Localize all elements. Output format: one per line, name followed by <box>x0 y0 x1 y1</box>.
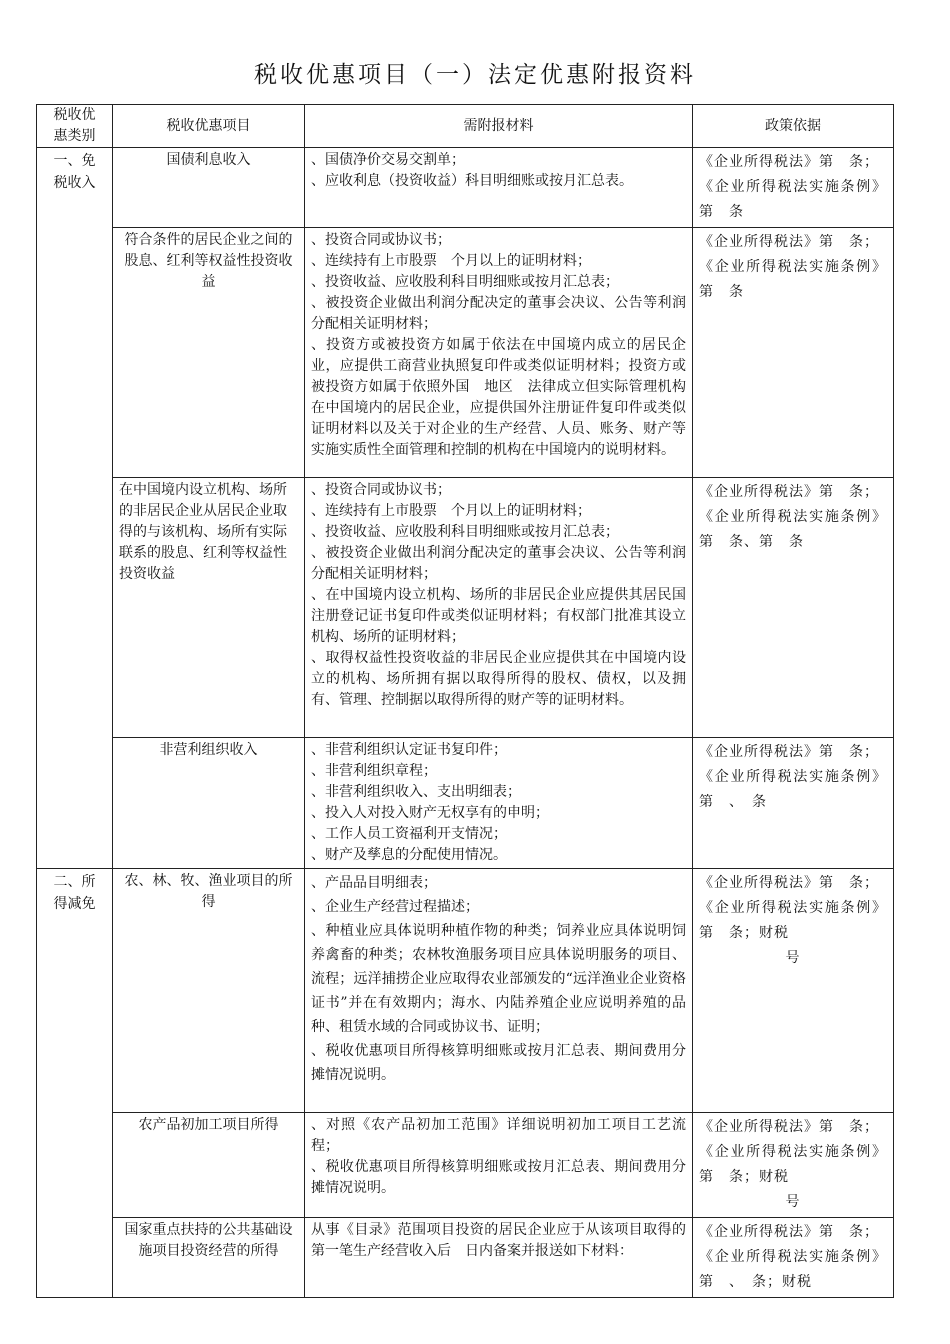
material-line: 、取得权益性投资收益的非居民企业应提供其在中国境内设立的机构、场所拥有据以取得所得的股权、债权，以及拥有、管理、控制据以取得所得的财产等的证明材料。 <box>311 650 686 708</box>
table-header-row <box>37 105 894 148</box>
material-line: 、对照《农产品初加工范围》详细说明初加工项目工艺流程； <box>311 1117 686 1154</box>
material-line: 从事《目录》范围项目投资的居民企业应于从该项目取得的第一笔生产经营收入后 日内备案并报送如下材料： <box>311 1222 686 1259</box>
material-line: 、企业生产经营过程描述； <box>311 899 479 915</box>
basis-line: 《企业所得税法》第 条； <box>699 484 879 500</box>
table-row <box>37 738 894 869</box>
basis-line: 号 <box>785 1194 801 1210</box>
material-line: 、非营利组织章程； <box>311 763 437 779</box>
basis-line: 《企业所得税法实施条例》第 条；财税 <box>699 900 887 941</box>
document-title: 税收优惠项目（一）法定优惠附报资料 <box>254 62 696 88</box>
item-cell: 国债利息收入 <box>113 148 305 228</box>
basis-line: 《企业所得税法》第 条； <box>699 234 879 250</box>
basis-line: 《企业所得税法实施条例》第 条、第 条 <box>699 509 887 550</box>
basis-cell <box>693 869 894 1113</box>
category-cell-income-reduction <box>37 869 113 1298</box>
table-row <box>37 1113 894 1218</box>
item-cell: 农产品初加工项目所得 <box>113 1113 305 1218</box>
basis-line: 《企业所得税法》第 条； <box>699 154 879 170</box>
material-line: 、投资合同或协议书； <box>311 482 451 498</box>
material-line: 、税收优惠项目所得核算明细账或按月汇总表、期间费用分摊情况说明。 <box>311 1043 686 1083</box>
material-line: 、国债净价交易交割单； <box>311 152 465 168</box>
basis-line: 《企业所得税法》第 条； <box>699 744 879 760</box>
basis-line: 《企业所得税法实施条例》第 、 条 <box>699 769 887 810</box>
basis-cell <box>693 1218 894 1298</box>
material-line: 、税收优惠项目所得核算明细账或按月汇总表、期间费用分摊情况说明。 <box>311 1159 686 1196</box>
basis-cell <box>693 1113 894 1218</box>
material-line: 、非营利组织认定证书复印件； <box>311 742 507 758</box>
basis-line: 《企业所得税法实施条例》第 条；财税 <box>699 1144 887 1185</box>
material-line: 、被投资企业做出利润分配决定的董事会决议、公告等利润分配相关证明材料； <box>311 295 686 332</box>
basis-line: 《企业所得税法》第 条； <box>699 1224 879 1240</box>
header-item: 税收优惠项目 <box>113 105 305 148</box>
materials-cell <box>305 478 693 738</box>
basis-line: 《企业所得税法实施条例》第 条 <box>699 179 887 220</box>
item-cell: 国家重点扶持的公共基础设施项目投资经营的所得 <box>113 1218 305 1298</box>
material-line: 、投入人对投入财产无权享有的申明； <box>311 805 549 821</box>
basis-line: 《企业所得税法》第 条； <box>699 875 879 891</box>
material-line: 、应收利息（投资收益）科目明细账或按月汇总表。 <box>311 173 633 189</box>
materials-cell <box>305 1218 693 1298</box>
material-line: 、投资方或被投资方如属于依法在中国境内成立的居民企业，应提供工商营业执照复印件或类似证明材料；投资方或被投资方如属于依照外国 地区 法律成立但实际管理机构在中国境内的居民企业，应提供国外注册证件复印件或类似证明材料以及关于对企业的生产经营、人员、账务、财产等实施实质性全面管理和控制的机构在中国境内的说明材料。 <box>311 337 686 458</box>
basis-cell <box>693 738 894 869</box>
item-cell: 农、林、牧、渔业项目的所得 <box>113 869 305 1113</box>
table-row <box>37 228 894 478</box>
material-line: 、投资合同或协议书； <box>311 232 451 248</box>
basis-line: 《企业所得税法实施条例》第 、 条；财税 <box>699 1249 887 1290</box>
materials-cell <box>305 228 693 478</box>
material-line: 、非营利组织收入、支出明细表； <box>311 784 521 800</box>
basis-line: 《企业所得税法》第 条； <box>699 1119 879 1135</box>
basis-line: 《企业所得税法实施条例》第 条 <box>699 259 887 300</box>
item-cell: 非营利组织收入 <box>113 738 305 869</box>
material-line: 、种植业应具体说明种植作物的种类；饲养业应具体说明饲养禽畜的种类；农林牧渔服务项目应具体说明服务的项目、流程；远洋捕捞企业应取得农业部颁发的“远洋渔业企业资格证书”并在有效期内；海水、内陆养殖企业应说明养殖的品种、租赁水域的合同或协议书、证明； <box>311 923 686 1035</box>
basis-cell <box>693 228 894 478</box>
basis-cell <box>693 148 894 228</box>
basis-cell <box>693 478 894 738</box>
material-line: 、在中国境内设立机构、场所的非居民企业应提供其居民国注册登记证书复印件或类似证明材料；有权部门批准其设立机构、场所的证明材料； <box>311 587 686 645</box>
material-line: 、投资收益、应收股利科目明细账或按月汇总表； <box>311 274 619 290</box>
material-line: 、产品品目明细表； <box>311 875 437 891</box>
item-cell: 在中国境内设立机构、场所的非居民企业从居民企业取得的与该机构、场所有实际联系的股息、红利等权益性投资收益 <box>113 478 305 738</box>
header-category: 税收优 惠类别 <box>37 105 113 148</box>
header-materials: 需附报材料 <box>305 105 693 148</box>
table-row <box>37 478 894 738</box>
material-line: 、连续持有上市股票 个月以上的证明材料； <box>311 503 591 519</box>
material-line: 、投资收益、应收股利科目明细账或按月汇总表； <box>311 524 619 540</box>
table-row <box>37 148 894 228</box>
category-label: 二、所得减免 <box>53 874 96 912</box>
item-cell: 符合条件的居民企业之间的股息、红利等权益性投资收益 <box>113 228 305 478</box>
materials-cell <box>305 148 693 228</box>
materials-cell <box>305 1113 693 1218</box>
material-line: 、财产及孳息的分配使用情况。 <box>311 847 507 863</box>
material-line: 、被投资企业做出利润分配决定的董事会决议、公告等利润分配相关证明材料； <box>311 545 686 582</box>
material-line: 、连续持有上市股票 个月以上的证明材料； <box>311 253 591 269</box>
category-cell-exempt-income <box>37 148 113 869</box>
basis-line: 号 <box>785 950 801 966</box>
table-row <box>37 869 894 1113</box>
header-basis: 政策依据 <box>693 105 894 148</box>
materials-cell <box>305 738 693 869</box>
table-row <box>37 1218 894 1298</box>
material-line: 、工作人员工资福利开支情况； <box>311 826 507 842</box>
materials-cell <box>305 869 693 1113</box>
category-label: 一、免税收入 <box>53 153 96 191</box>
tax-preference-table <box>36 104 894 1298</box>
